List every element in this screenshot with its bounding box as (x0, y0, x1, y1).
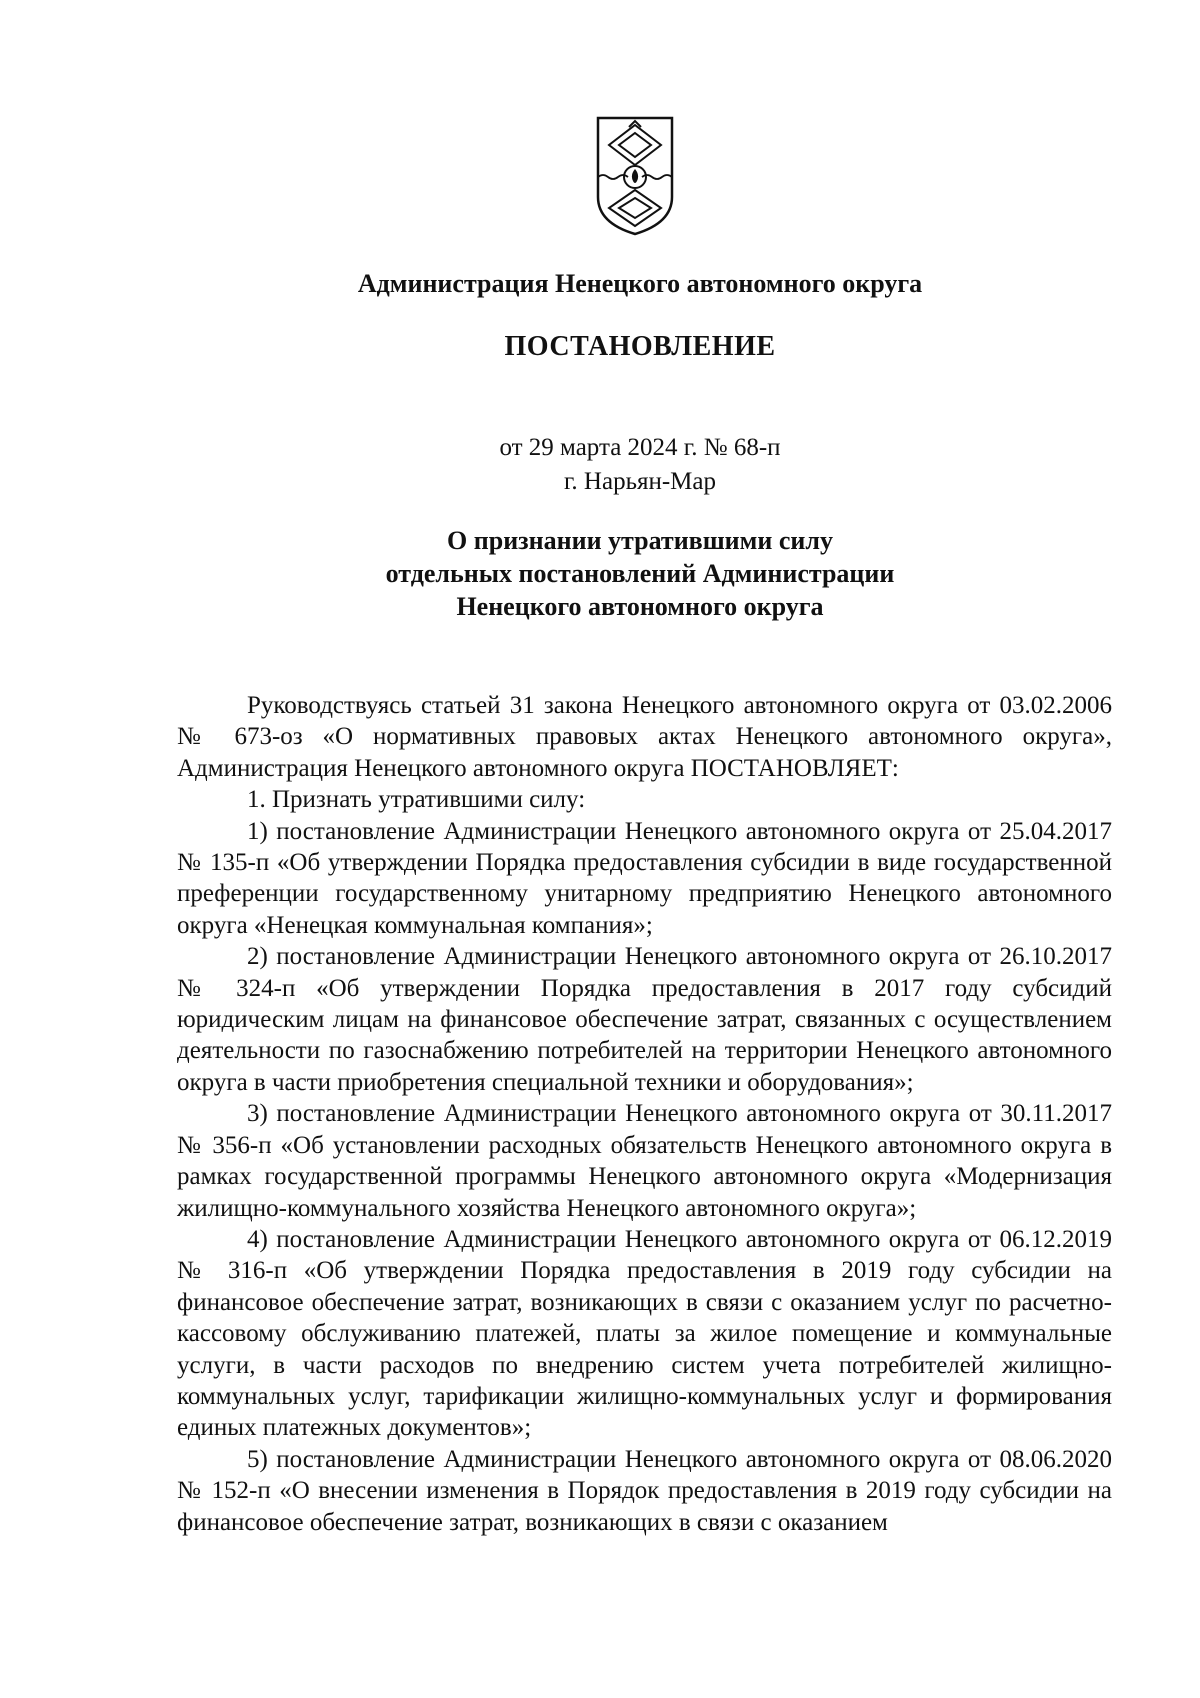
subclause-1: 1) постановление Администрации Ненецкого автономного округа от 25.04.2017 № 135-п «Об утверждении Порядка предоставления субсидии в виде государственной преференции государственному унитарному предприятию Ненецкого автономного округа «Ненецкая коммунальная компания»; (177, 817, 1112, 939)
subclause-3: 3) постановление Администрации Ненецкого автономного округа от 30.11.2017 № 356-п «Об установлении расходных обязательств Ненецкого автономного округа в рамках государственной программы Ненецкого автономного округа «Модернизация жилищно-коммунального хозяйства Ненецкого автономного округа»; (177, 1100, 1112, 1222)
title-line: Ненецкого автономного округа (456, 592, 824, 621)
document-body (177, 690, 1112, 1538)
subclause-5: 5) постановление Администрации Ненецкого автономного округа от 08.06.2020 № 152-п «О внесении изменения в Порядок предоставления в 2019 году субсидии на финансовое обеспечение затрат, возникающих в связи с оказанием (177, 1445, 1112, 1536)
document-type: ПОСТАНОВЛЕНИЕ (504, 331, 776, 362)
document-title (0, 524, 1200, 623)
subclause-4: 4) постановление Администрации Ненецкого автономного округа от 06.12.2019 № 316-п «Об утверждении Порядка предоставления в 2019 году субсидии на финансовое обеспечение затрат, возникающих в связи с оказанием услуг по расчетно-кассовому обслуживанию платежей, платы за жилое помещение и коммунальные услуги, в части расходов по внедрению систем учета потребителей жилищно-коммунальных услуг, тарификации жилищно-коммунальных услуг и формирования единых платежных документов»; (177, 1225, 1112, 1442)
issuing-organization: Администрация Ненецкого автономного округа (357, 269, 923, 298)
title-line: отдельных постановлений Администрации (385, 559, 895, 588)
subclause-2: 2) постановление Администрации Ненецкого автономного округа от 26.10.2017 № 324-п «Об утверждении Порядка предоставления в 2017 году субсидий юридическим лицам на финансовое обеспечение затрат, связанных с осуществлением деятельности по газоснабжению потребителей на территории Ненецкого автономного округа в части приобретения специальной техники и оборудования»; (177, 943, 1112, 1096)
title-line: О признании утратившими силу (447, 526, 833, 555)
intro-paragraph: Руководствуясь статьей 31 закона Ненецкого автономного округа от 03.02.2006 № 673-оз «О нормативных правовых актах Ненецкого автономного округа», Администрация Ненецкого автономного округа ПОСТАНОВЛЯЕТ: (177, 692, 1112, 782)
clause-1: 1. Признать утратившими силу: (247, 786, 586, 814)
coat-of-arms-icon (595, 115, 675, 237)
date-and-number: от 29 марта 2024 г. № 68-п (499, 434, 781, 461)
city: г. Нарьян-Мар (563, 468, 716, 495)
